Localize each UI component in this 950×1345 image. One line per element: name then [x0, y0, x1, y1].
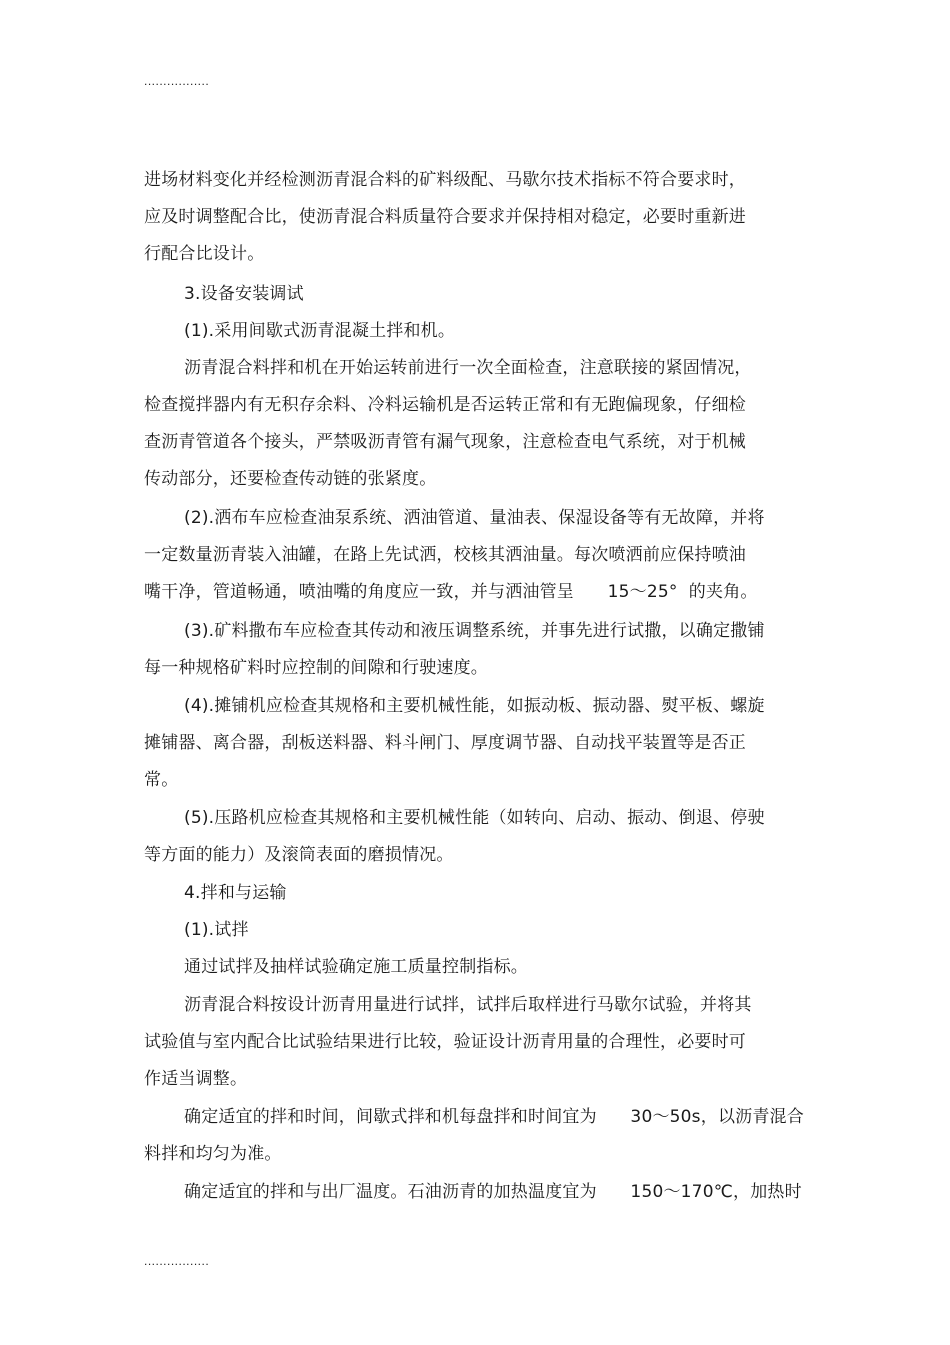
text-line: 摊铺器、离合器，刮板送料器、料斗闸门、厚度调节器、自动找平装置等是否正 [144, 733, 746, 753]
text-line: 沥青混合料按设计沥青用量进行试拌，试拌后取样进行马歇尔试验，并将其 [184, 995, 752, 1015]
text-line: (1).采用间歇式沥青混凝土拌和机。 [184, 321, 456, 341]
text-line: 每一种规格矿料时应控制的间隙和行驶速度。 [144, 658, 488, 678]
text-line: (4).摊铺机应检查其规格和主要机械性能，如振动板、振动器、熨平板、螺旋 [184, 696, 765, 716]
text-line: 进场材料变化并经检测沥青混合料的矿料级配、马歇尔技术指标不符合要求时， [144, 170, 746, 190]
text-line: 应及时调整配合比，使沥青混合料质量符合要求并保持相对稳定，必要时重新进 [144, 207, 746, 227]
text-line: 一定数量沥青装入油罐，在路上先试洒，校核其洒油量。每次喷洒前应保持喷油 [144, 545, 746, 565]
text-line: 试验值与室内配合比试验结果进行比较，验证设计沥青用量的合理性，必要时可 [144, 1032, 746, 1052]
text-line: (2).洒布车应检查油泵系统、洒油管道、量油表、保湿设备等有无故障，并将 [184, 508, 765, 528]
text-line: 确定适宜的拌和与出厂温度。石油沥青的加热温度宜为 150～170℃，加热时 [184, 1182, 802, 1202]
text-line: 查沥青管道各个接头，严禁吸沥青管有漏气现象，注意检查电气系统，对于机械 [144, 432, 746, 452]
text-line: 等方面的能力）及滚筒表面的磨损情况。 [144, 845, 454, 865]
header-dots: ................. [144, 74, 210, 88]
section-heading: 3.设备安装调试 [184, 284, 304, 304]
text-line: (5).压路机应检查其规格和主要机械性能（如转向、启动、振动、倒退、停驶 [184, 808, 765, 828]
text-line: 常。 [144, 770, 179, 790]
text-line: (3).矿料撒布车应检查其传动和液压调整系统，并事先进行试撒，以确定撒铺 [184, 621, 765, 641]
text-line: 作适当调整。 [144, 1069, 248, 1089]
text-line: 沥青混合料拌和机在开始运转前进行一次全面检查，注意联接的紧固情况， [184, 358, 752, 378]
text-line: 检查搅拌器内有无积存余料、冷料运输机是否运转正常和有无跑偏现象，仔细检 [144, 395, 746, 415]
text-line: 嘴干净，管道畅通，喷油嘴的角度应一致，并与洒油管呈 15～25° 的夹角。 [144, 582, 758, 602]
text-line: (1).试拌 [184, 920, 249, 940]
text-line: 传动部分，还要检查传动链的张紧度。 [144, 469, 437, 489]
text-line: 确定适宜的拌和时间，间歇式拌和机每盘拌和时间宜为 30～50s，以沥青混合 [184, 1107, 804, 1127]
text-line: 行配合比设计。 [144, 244, 265, 264]
footer-dots: ................. [144, 1254, 210, 1268]
section-heading: 4.拌和与运输 [184, 883, 287, 903]
text-line: 通过试拌及抽样试验确定施工质量控制指标。 [184, 957, 528, 977]
text-line: 料拌和均匀为准。 [144, 1144, 282, 1164]
